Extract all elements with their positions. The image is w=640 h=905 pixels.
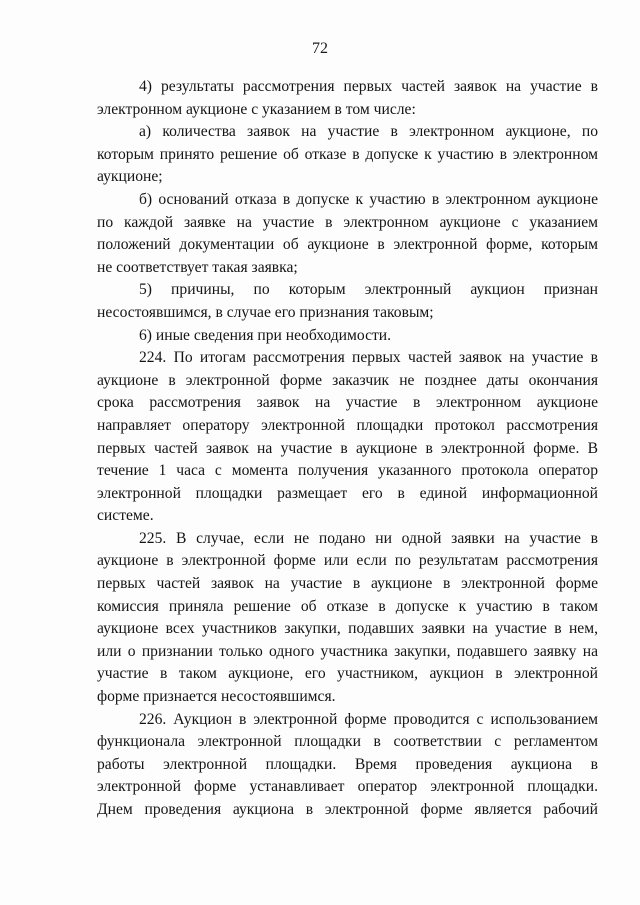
text-line: системе. <box>97 507 154 525</box>
paragraph <box>97 325 598 348</box>
paragraph <box>97 347 598 528</box>
text-line: электронном аукционе с указанием в том числе: <box>97 100 416 118</box>
text-line: или о признании только одного участника закупки, подавшего заявку на <box>97 642 598 660</box>
text-line: аукционе в электронной форме заказчик не позднее даты окончания <box>97 371 598 389</box>
text-line: срока рассмотрения заявок на участие в электронном аукционе <box>97 394 598 412</box>
text-line: работы электронной площадки. Время проведения аукциона в <box>97 755 598 773</box>
paragraph <box>97 279 598 324</box>
text-line: б) оснований отказа в допуске к участию в электронном аукционе <box>139 190 598 208</box>
text-line: электронной площадки размещает его в единой информационной <box>97 484 598 502</box>
document-body <box>97 76 598 822</box>
text-line: аукционе в электронной форме или если по результатам рассмотрения <box>97 552 598 570</box>
paragraph <box>97 189 598 279</box>
text-line: положений документации об аукционе в электронной форме, которым <box>97 236 598 254</box>
text-line: Днем проведения аукциона в электронной форме является рабочий <box>97 801 598 818</box>
paragraph <box>97 528 598 709</box>
text-line: форме признается несостоявшимся. <box>97 688 336 706</box>
paragraph <box>97 121 598 189</box>
text-line: аукционе всех участников закупки, подавших заявки на участие в нем, <box>97 620 598 638</box>
text-line: электронной форме устанавливает оператор электронной площадки. <box>97 778 598 796</box>
text-line: 5) причины, по которым электронный аукцион признан <box>139 281 598 299</box>
text-line: не соответствует такая заявка; <box>97 258 298 276</box>
text-line: 224. По итогам рассмотрения первых частей заявок на участие в <box>139 349 598 367</box>
text-line: направляет оператору электронной площадки протокол рассмотрения <box>97 416 598 434</box>
paragraph <box>97 709 598 822</box>
text-line: течение 1 часа с момента получения указанного протокола оператор <box>97 462 598 480</box>
page-number: 72 <box>312 40 328 57</box>
text-line: по каждой заявке на участие в электронном аукционе с указанием <box>97 213 598 231</box>
text-line: 226. Аукцион в электронной форме проводится с использованием <box>139 710 598 728</box>
text-line: участие в таком аукционе, его участником, аукцион в электронной <box>97 665 598 683</box>
text-line: 6) иные сведения при необходимости. <box>139 326 392 344</box>
text-line: первых частей заявок на участие в аукционе в электронной форме <box>97 575 598 593</box>
text-line: 4) результаты рассмотрения первых частей заявок на участие в <box>139 78 598 95</box>
text-line: а) количества заявок на участие в электронном аукционе, по <box>139 123 598 141</box>
text-line: аукционе; <box>97 168 163 186</box>
text-line: 225. В случае, если не подано ни одной заявки на участие в <box>139 529 598 547</box>
text-line: функционала электронной площадки в соответствии с регламентом <box>97 733 598 751</box>
text-line: комиссия приняла решение об отказе в допуске к участию в таком <box>97 597 598 615</box>
text-line: которым принято решение об отказе в допуске к участию в электронном <box>97 145 598 163</box>
paragraph <box>97 76 598 121</box>
text-line: первых частей заявок на участие в аукционе в электронной форме. В <box>97 439 598 457</box>
text-line: несостоявшимся, в случае его признания таковым; <box>97 303 434 321</box>
